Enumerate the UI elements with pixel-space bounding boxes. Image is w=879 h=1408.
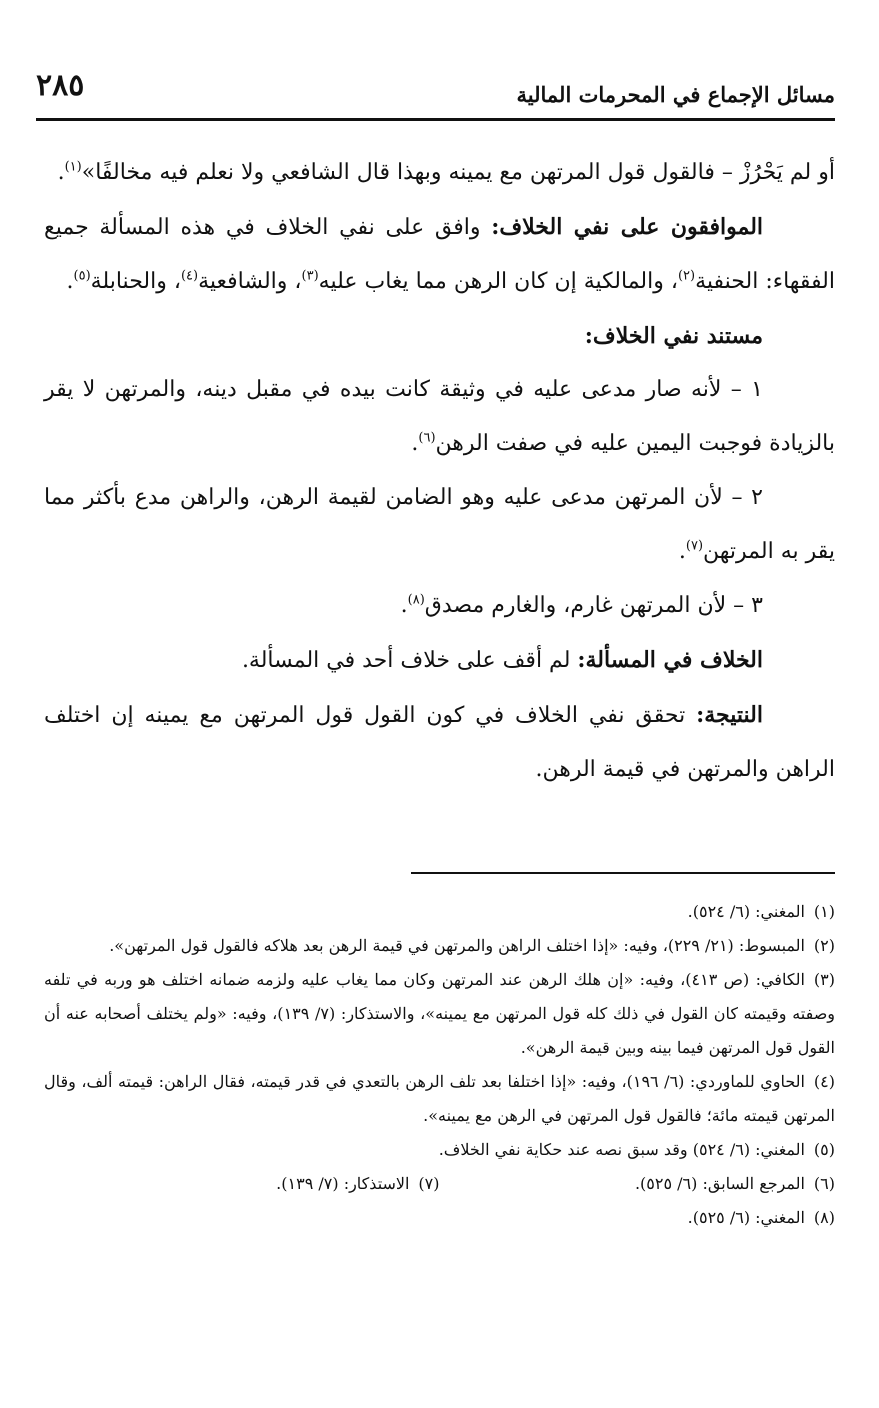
footnote-text: المبسوط: (٢١/ ٢٢٩)، وفيه: «إذا اختلف الراهن والمرتهن في قيمة الرهن بعد هلاكه فالقول قول المرتهن». <box>109 936 805 955</box>
footnote-ref-4: (٤) <box>180 268 199 284</box>
footnote-ref-6: (٦) <box>418 430 436 446</box>
paragraph-1 <box>44 146 835 200</box>
running-title: مسائل الإجماع في المحرمات المالية <box>516 82 835 107</box>
footnote-8 <box>44 1201 835 1235</box>
text-run: . <box>411 431 419 456</box>
footnote-number: (١) <box>813 902 835 921</box>
section-heading-basis: مستند نفي الخلاف: <box>584 323 763 349</box>
page-header <box>36 68 835 118</box>
footnotes <box>44 895 835 1235</box>
footnote-ref-7: (٧) <box>685 538 704 554</box>
footnote-text: المغني: (٦/ ٥٢٥). <box>687 1208 805 1227</box>
footnote-5 <box>44 1133 835 1167</box>
paragraph-result <box>44 688 835 797</box>
footnote-number: (٣) <box>813 970 835 989</box>
text-run: ١ – لأنه صار مدعى عليه في وثيقة كانت بيده في مقبل دينه، والمرتهن لا يقر بالزيادة فوجبت اليمين عليه في صفت الرهن <box>44 377 835 456</box>
footnote-text: الكافي: (ص ٤١٣)، وفيه: «إن هلك الرهن عند المرتهن وكان مما يغاب عليه ولزمه ضمانه اختلف هو وربه في تلفه وصفته وقيمته كان القول في ذلك كله قول المرتهن مع يمينه»، والاستذكار: (٧/ ١٣٩)، وفيه: «ولم يختلف أصحابه عنه أن القول قول المرتهن فيما بينه وبين قيمة الرهن». <box>44 970 836 1057</box>
text-run: وافق على نفي الخلاف في هذه المسألة جميع الفقهاء: الحنفية <box>44 215 835 294</box>
footnote-number: (٥) <box>813 1140 835 1159</box>
footnote-ref-2: (٢) <box>677 268 696 284</box>
page-number: ٢٨٥ <box>36 68 85 103</box>
point-2 <box>44 471 835 579</box>
text-run: . <box>66 269 74 294</box>
footnote-3 <box>44 963 835 1065</box>
footnote-ref-3: (٣) <box>301 268 319 284</box>
footnote-ref-8: (٨) <box>407 592 425 608</box>
footnote-text: الاستذكار: (٧/ ١٣٩). <box>276 1174 410 1193</box>
footnote-text: المغني: (٦/ ٥٢٤). <box>687 902 805 921</box>
text-run: لم أقف على خلاف أحد في المسألة. <box>241 648 578 673</box>
text-run: ، والمالكية إن كان الرهن مما يغاب عليه <box>318 269 678 294</box>
text-run: ، والحنابلة <box>90 269 181 294</box>
text-run: تحقق نفي الخلاف في كون القول قول المرتهن مع يمينه إن اختلف الراهن والمرتهن في قيمة الرهن. <box>44 703 835 782</box>
section-label: النتيجة: <box>696 702 763 728</box>
footnote-row-6-7 <box>44 1167 835 1201</box>
footnote-separator <box>411 872 835 874</box>
footnote-7 <box>44 1167 440 1201</box>
footnote-6 <box>440 1167 836 1201</box>
point-3 <box>44 579 835 633</box>
section-label: الموافقون على نفي الخلاف: <box>491 214 764 240</box>
footnote-2 <box>44 929 835 963</box>
text-run: . <box>678 539 686 564</box>
footnote-number: (٦) <box>813 1174 835 1193</box>
text-run: . <box>400 593 408 618</box>
footnote-ref-1: (١) <box>64 159 82 175</box>
footnote-1 <box>44 895 835 929</box>
footnote-ref-5: (٥) <box>73 268 91 284</box>
footnote-number: (٧) <box>418 1174 440 1193</box>
point-1 <box>44 363 835 471</box>
paragraph-agreeing-jurists <box>44 200 835 309</box>
footnote-text: المغني: (٦/ ٥٢٤) وقد سبق نصه عند حكاية نفي الخلاف. <box>438 1140 805 1159</box>
text-run: أو لم يَحْرُزْ – فالقول قول المرتهن مع يمينه وبهذا قال الشافعي ولا نعلم فيه مخالفًا» <box>81 160 835 185</box>
footnote-text: الحاوي للماوردي: (٦/ ١٩٦)، وفيه: «إذا اختلفا بعد تلف الرهن بالتعدي في قدر قيمته، فقال الراهن: قيمته ألف، وقال المرتهن قيمته مائة؛ فالقول قول المرتهن في الرهن مع يمينه». <box>44 1072 835 1125</box>
footnote-number: (٢) <box>813 936 835 955</box>
main-text <box>44 146 835 797</box>
section-label: الخلاف في المسألة: <box>577 647 763 673</box>
text-run: . <box>57 160 65 185</box>
footnote-number: (٨) <box>813 1208 835 1227</box>
paragraph-disagreement <box>44 633 835 688</box>
footnote-text: المرجع السابق: (٦/ ٥٢٥). <box>634 1174 805 1193</box>
footnote-4 <box>44 1065 835 1133</box>
text-run: ٢ – لأن المرتهن مدعى عليه وهو الضامن لقيمة الرهن، والراهن مدع بأكثر مما يقر به المرتهن <box>44 485 835 564</box>
footnote-number: (٤) <box>813 1072 835 1091</box>
header-rule <box>36 118 835 121</box>
text-run: ، والشافعية <box>198 269 302 294</box>
text-run: ٣ – لأن المرتهن غارم، والغارم مصدق <box>424 593 763 618</box>
